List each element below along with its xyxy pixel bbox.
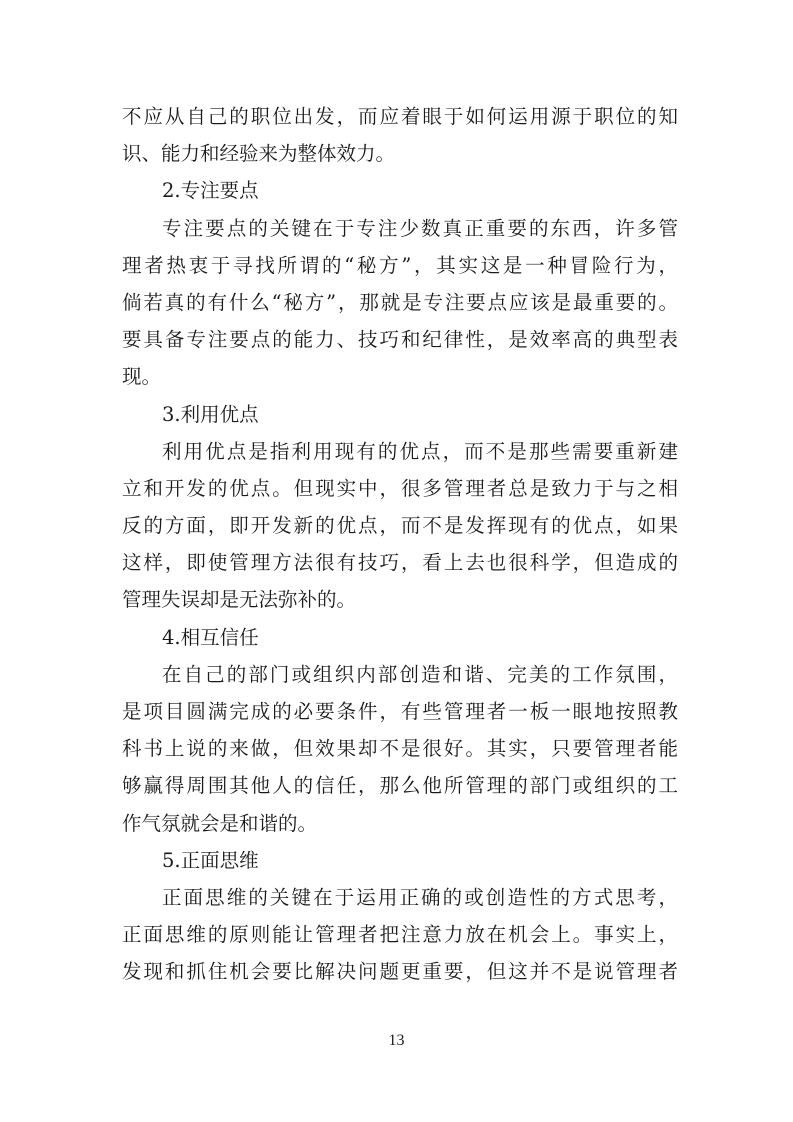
text-line: 识、能力和经验来为整体效力。	[122, 142, 396, 166]
text-line: 不应从自己的职位出发，而应着眼于如何运用源于职位的知	[122, 105, 678, 128]
text-line: 利用优点是指利用现有的优点，而不是那些需要重新建	[162, 439, 678, 463]
text-line: 这样，即使管理方法很有技巧，看上去也很科学，但造成的	[122, 551, 678, 575]
text-line: 理者热衷于寻找所谓的“秘方”，其实这是一种冒险行为，	[122, 253, 678, 277]
text-line: 科书上说的来做，但效果却不是很好。其实，只要管理者能	[122, 737, 678, 761]
text-line: 管理失误却是无法弥补的。	[122, 588, 357, 612]
text-line: 在自己的部门或组织内部创造和谐、完美的工作氛围，	[162, 662, 678, 686]
text-line: 正面思维的关键在于运用正确的或创造性的方式思考，	[162, 885, 678, 909]
section-heading: 5.正面思维	[162, 848, 259, 872]
text-line: 立和开发的优点。但现实中，很多管理者总是致力于与之相	[122, 476, 678, 500]
text-line: 反的方面，即开发新的优点，而不是发挥现有的优点，如果	[122, 514, 678, 538]
text-line: 要具备专注要点的能力、技巧和纪律性，是效率高的典型表	[122, 328, 678, 352]
text-line: 是项目圆满完成的必要条件，有些管理者一板一眼地按照教	[122, 700, 678, 723]
text-line: 倘若真的有什么“秘方”，那就是专注要点应该是最重要的。	[122, 290, 678, 314]
page-body	[122, 98, 678, 991]
text-line: 够赢得周围其他人的信任，那么他所管理的部门或组织的工	[122, 774, 678, 798]
page-number: 13	[388, 1032, 405, 1049]
text-line: 现。	[122, 365, 162, 389]
text-line: 专注要点的关键在于专注少数真正重要的东西，许多管	[162, 216, 678, 240]
section-heading: 2.专注要点	[162, 179, 259, 203]
section-heading: 3.利用优点	[162, 402, 259, 426]
section-heading: 4.相互信任	[162, 625, 259, 649]
text-line: 作气氛就会是和谐的。	[122, 811, 318, 835]
text-line: 发现和抓住机会要比解决问题更重要，但这并不是说管理者	[122, 960, 678, 984]
text-line: 正面思维的原则能让管理者把注意力放在机会上。事实上，	[122, 923, 678, 947]
